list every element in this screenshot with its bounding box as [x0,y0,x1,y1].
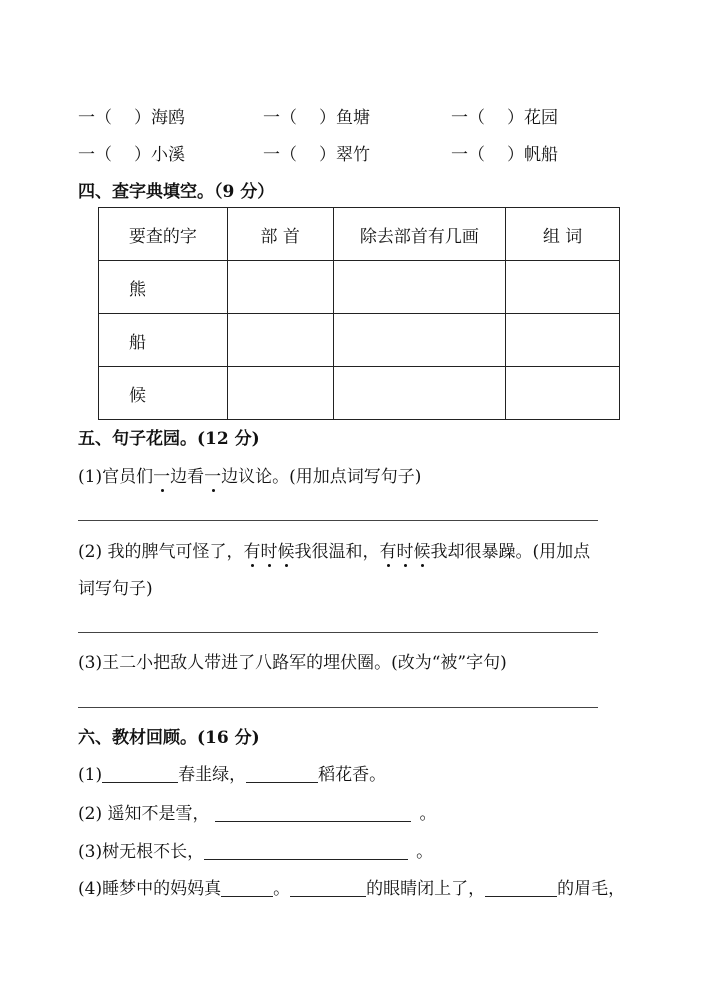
answer-cell[interactable] [333,261,506,314]
answer-cell[interactable] [333,314,506,367]
question-6-4: (4)睡梦中的妈妈真 。 的眼睛闭上了， 的眉毛， [78,879,626,899]
answer-cell[interactable] [506,314,620,367]
blank[interactable] [221,878,273,897]
question-5-3: (3)王二小把敌人带进了八路军的埋伏圈。(改为“被”字句) [78,653,507,673]
char-cell: 候 [99,367,228,420]
fill-item-5: 一（ ）翠竹 [263,145,370,165]
answer-cell[interactable] [506,261,620,314]
blank[interactable] [102,764,178,783]
fill-item-4: 一（ ）小溪 [78,145,185,165]
blank[interactable] [246,764,318,783]
question-5-2-cont: 词写句子) [78,579,153,599]
section4-title: 四、查字典填空。（9 分） [78,182,275,202]
fill-item-6: 一（ ）帆船 [451,145,558,165]
fill-item-1: 一（ ）海鸥 [78,108,185,128]
answer-cell[interactable] [506,367,620,420]
answer-cell[interactable] [227,367,333,420]
fill-item-2: 一（ ）鱼塘 [263,108,370,128]
char-cell: 船 [99,314,228,367]
answer-line-5-1[interactable] [78,520,598,521]
header-word: 组 词 [506,208,620,261]
dictionary-table [98,207,620,420]
table-row [99,261,620,314]
blank[interactable] [215,803,411,822]
blank[interactable] [485,878,557,897]
blank[interactable] [204,841,408,860]
header-char: 要查的字 [99,208,228,261]
table-row [99,314,620,367]
blank[interactable] [290,878,366,897]
question-6-3: (3)树无根不长， 。 [78,842,434,862]
answer-line-5-3[interactable] [78,707,598,708]
header-strokes: 除去部首有几画 [333,208,506,261]
table-header-row [99,208,620,261]
answer-line-5-2[interactable] [78,632,598,633]
section5-title: 五、句子花园。(12 分) [78,429,260,449]
question-6-1: (1) 春韭绿， 稻花香。 [78,765,387,785]
answer-cell[interactable] [227,261,333,314]
header-radical: 部 首 [227,208,333,261]
question-5-2: (2) 我的脾气可怪了，有时候我很温和，有时候我却很暴躁。(用加点 [78,542,591,562]
table-row [99,367,620,420]
question-6-2: (2) 遥知不是雪， 。 [78,804,437,824]
section6-title: 六、教材回顾。(16 分) [78,728,260,748]
answer-cell[interactable] [333,367,506,420]
char-cell: 熊 [99,261,228,314]
fill-item-3: 一（ ）花园 [451,108,558,128]
answer-cell[interactable] [227,314,333,367]
question-5-1: (1)官员们一边看一边议论。(用加点词写句子) [78,467,422,487]
